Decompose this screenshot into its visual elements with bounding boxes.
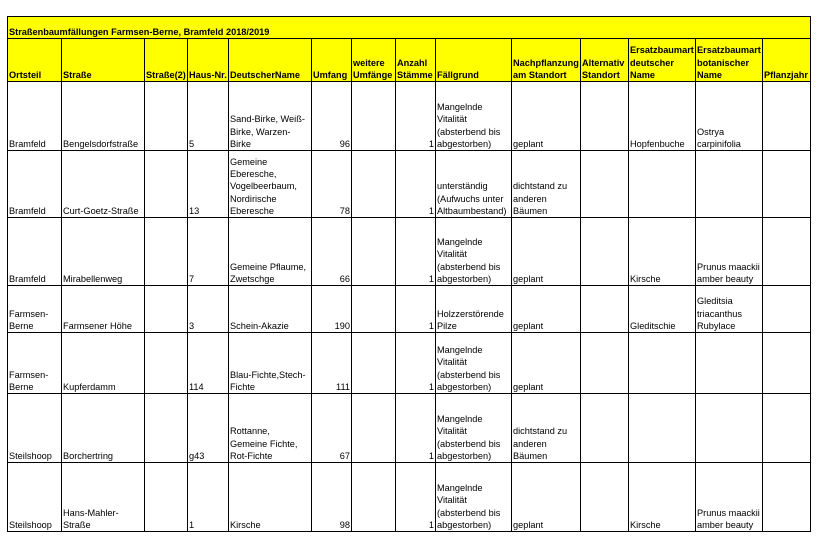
column-header: Fällgrund — [436, 39, 512, 82]
cell-weitere-umfaenge — [352, 82, 396, 151]
cell-pflanzjahr — [763, 286, 811, 333]
cell-pflanzjahr — [763, 333, 811, 394]
header-row — [8, 39, 811, 82]
cell-ortsteil: Steilshoop — [8, 463, 62, 532]
cell-ortsteil: Farmsen- Berne — [8, 333, 62, 394]
cell-umfang: 78 — [312, 151, 352, 218]
cell-ersatz-deutsch: Kirsche — [629, 463, 696, 532]
cell-pflanzjahr — [763, 463, 811, 532]
cell-ersatz-botanisch: Gleditsia triacanthus Rubylace — [696, 286, 763, 333]
table-body — [8, 82, 811, 532]
column-header: Ersatzbaumart deutscher Name — [629, 39, 696, 82]
tree-felling-table — [7, 16, 811, 532]
cell-deutscher-name: Sand-Birke, Weiß- Birke, Warzen- Birke — [229, 82, 312, 151]
cell-deutscher-name: Gemeine Eberesche, Vogelbeerbaum, Nordirische Eberesche — [229, 151, 312, 218]
cell-alternativ — [581, 333, 629, 394]
cell-strasse: Hans-Mahler- Straße — [62, 463, 145, 532]
cell-nachpflanzung: dichtstand zu anderen Bäumen — [512, 394, 581, 463]
table-row — [8, 463, 811, 532]
cell-pflanzjahr — [763, 218, 811, 286]
table-row — [8, 151, 811, 218]
cell-faellgrund: Holzzerstörende Pilze — [436, 286, 512, 333]
cell-ortsteil: Steilshoop — [8, 394, 62, 463]
cell-ersatz-deutsch: Kirsche — [629, 218, 696, 286]
cell-hausnr: 7 — [188, 218, 229, 286]
cell-strasse: Curt-Goetz-Straße — [62, 151, 145, 218]
table-title: Straßenbaumfällungen Farmsen-Berne, Bramfeld 2018/2019 — [8, 17, 811, 39]
cell-ersatz-botanisch — [696, 333, 763, 394]
cell-ersatz-deutsch: Hopfenbuche — [629, 82, 696, 151]
cell-alternativ — [581, 463, 629, 532]
cell-weitere-umfaenge — [352, 218, 396, 286]
cell-ersatz-deutsch — [629, 151, 696, 218]
column-header: Pflanzjahr — [763, 39, 811, 82]
cell-deutscher-name: Kirsche — [229, 463, 312, 532]
cell-anzahl: 1 — [396, 218, 436, 286]
cell-ersatz-deutsch — [629, 394, 696, 463]
cell-strasse2 — [145, 82, 188, 151]
cell-strasse: Mirabellenweg — [62, 218, 145, 286]
cell-faellgrund: Mangelnde Vitalität (absterbend bis abgestorben) — [436, 463, 512, 532]
cell-ersatz-botanisch — [696, 151, 763, 218]
cell-umfang: 190 — [312, 286, 352, 333]
cell-hausnr: 5 — [188, 82, 229, 151]
cell-anzahl: 1 — [396, 463, 436, 532]
cell-strasse: Borchertring — [62, 394, 145, 463]
table-row — [8, 394, 811, 463]
cell-hausnr: 114 — [188, 333, 229, 394]
cell-umfang: 96 — [312, 82, 352, 151]
cell-strasse: Kupferdamm — [62, 333, 145, 394]
table-row — [8, 218, 811, 286]
table-row — [8, 333, 811, 394]
cell-umfang: 67 — [312, 394, 352, 463]
cell-hausnr: 3 — [188, 286, 229, 333]
cell-pflanzjahr — [763, 394, 811, 463]
cell-anzahl: 1 — [396, 82, 436, 151]
cell-nachpflanzung: dichtstand zu anderen Bäumen — [512, 151, 581, 218]
cell-strasse: Farmsener Höhe — [62, 286, 145, 333]
cell-anzahl: 1 — [396, 394, 436, 463]
cell-hausnr: 13 — [188, 151, 229, 218]
column-header: DeutscherName — [229, 39, 312, 82]
column-header: Anzahl Stämme — [396, 39, 436, 82]
cell-hausnr: g43 — [188, 394, 229, 463]
cell-weitere-umfaenge — [352, 394, 396, 463]
cell-ersatz-deutsch — [629, 333, 696, 394]
cell-alternativ — [581, 82, 629, 151]
cell-umfang: 111 — [312, 333, 352, 394]
cell-anzahl: 1 — [396, 151, 436, 218]
column-header: Ersatzbaumart botanischer Name — [696, 39, 763, 82]
cell-faellgrund: Mangelnde Vitalität (absterbend bis abgestorben) — [436, 218, 512, 286]
table-row — [8, 82, 811, 151]
cell-ersatz-botanisch: Prunus maackii amber beauty — [696, 218, 763, 286]
cell-alternativ — [581, 151, 629, 218]
cell-pflanzjahr — [763, 151, 811, 218]
cell-deutscher-name: Schein-Akazie — [229, 286, 312, 333]
cell-ersatz-botanisch: Prunus maackii amber beauty — [696, 463, 763, 532]
cell-faellgrund: unterständig (Aufwuchs unter Altbaumbestand) — [436, 151, 512, 218]
table-row — [8, 286, 811, 333]
cell-nachpflanzung: geplant — [512, 333, 581, 394]
cell-weitere-umfaenge — [352, 463, 396, 532]
cell-ortsteil: Bramfeld — [8, 218, 62, 286]
cell-strasse2 — [145, 394, 188, 463]
cell-strasse2 — [145, 463, 188, 532]
column-header: Straße(2) — [145, 39, 188, 82]
cell-anzahl: 1 — [396, 286, 436, 333]
cell-strasse: Bengelsdorfstraße — [62, 82, 145, 151]
cell-nachpflanzung: geplant — [512, 218, 581, 286]
cell-strasse2 — [145, 286, 188, 333]
cell-ersatz-botanisch — [696, 394, 763, 463]
cell-anzahl: 1 — [396, 333, 436, 394]
column-header: Ortsteil — [8, 39, 62, 82]
cell-faellgrund: Mangelnde Vitalität (absterbend bis abgestorben) — [436, 394, 512, 463]
cell-pflanzjahr — [763, 82, 811, 151]
cell-faellgrund: Mangelnde Vitalität (absterbend bis abgestorben) — [436, 82, 512, 151]
cell-hausnr: 1 — [188, 463, 229, 532]
cell-alternativ — [581, 286, 629, 333]
cell-weitere-umfaenge — [352, 286, 396, 333]
cell-weitere-umfaenge — [352, 333, 396, 394]
column-header: Umfang — [312, 39, 352, 82]
cell-umfang: 66 — [312, 218, 352, 286]
cell-deutscher-name: Blau-Fichte,Stech- Fichte — [229, 333, 312, 394]
cell-ersatz-deutsch: Gleditschie — [629, 286, 696, 333]
column-header: Straße — [62, 39, 145, 82]
cell-nachpflanzung: geplant — [512, 286, 581, 333]
cell-alternativ — [581, 218, 629, 286]
cell-nachpflanzung: geplant — [512, 82, 581, 151]
cell-deutscher-name: Gemeine Pflaume, Zwetschge — [229, 218, 312, 286]
cell-strasse2 — [145, 333, 188, 394]
column-header: Nachpflanzung am Standort — [512, 39, 581, 82]
cell-ortsteil: Farmsen- Berne — [8, 286, 62, 333]
cell-faellgrund: Mangelnde Vitalität (absterbend bis abgestorben) — [436, 333, 512, 394]
cell-deutscher-name: Rottanne, Gemeine Fichte, Rot-Fichte — [229, 394, 312, 463]
cell-ortsteil: Bramfeld — [8, 151, 62, 218]
cell-umfang: 98 — [312, 463, 352, 532]
cell-ersatz-botanisch: Ostrya carpinifolia — [696, 82, 763, 151]
cell-ortsteil: Bramfeld — [8, 82, 62, 151]
cell-nachpflanzung: geplant — [512, 463, 581, 532]
column-header: Alternativ Standort — [581, 39, 629, 82]
cell-strasse2 — [145, 151, 188, 218]
cell-strasse2 — [145, 218, 188, 286]
column-header: weitere Umfänge — [352, 39, 396, 82]
cell-alternativ — [581, 394, 629, 463]
column-header: Haus-Nr. — [188, 39, 229, 82]
cell-weitere-umfaenge — [352, 151, 396, 218]
